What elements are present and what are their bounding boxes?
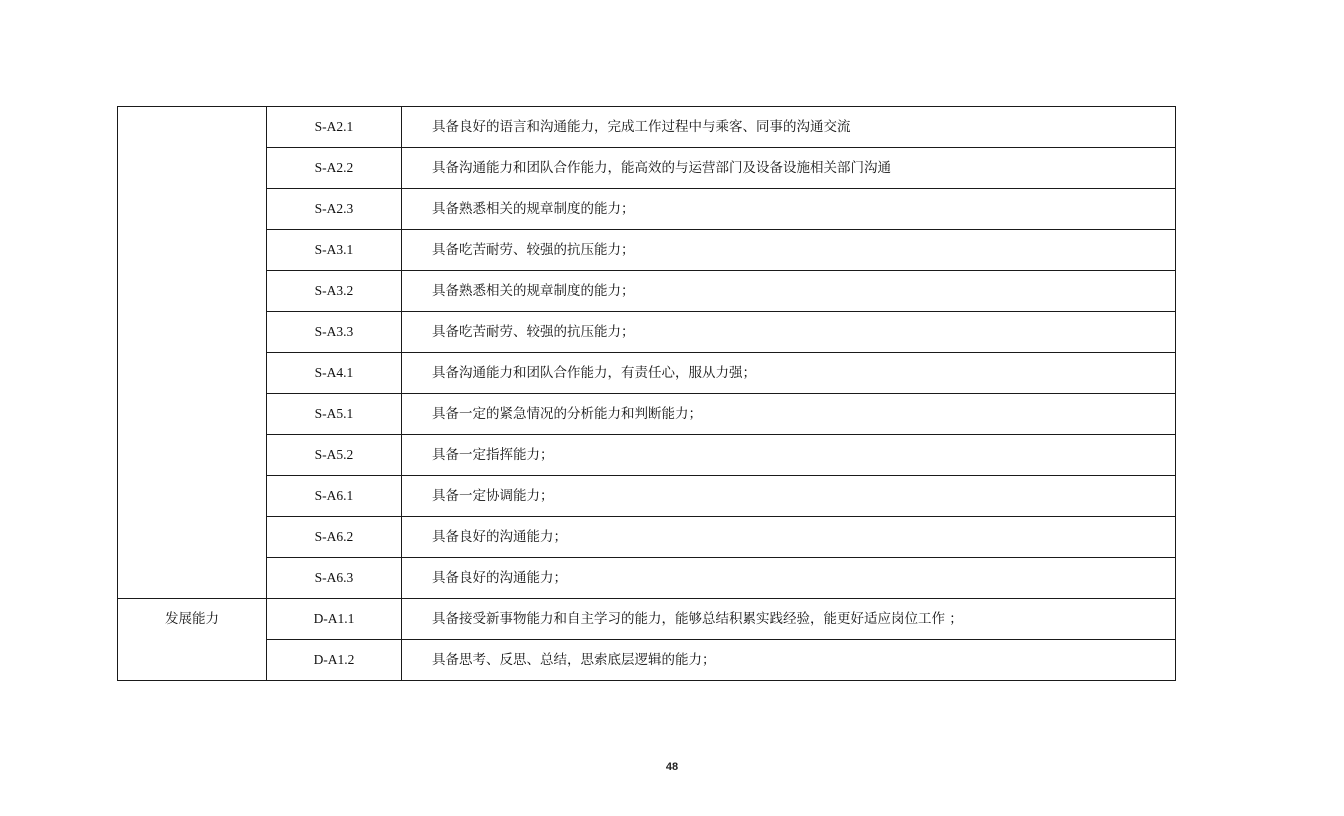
table-row: [118, 107, 1176, 148]
category-cell: 发展能力: [118, 599, 267, 681]
code-cell: S-A5.2: [267, 435, 402, 476]
table-row: [118, 558, 1176, 599]
category-cell: [118, 107, 267, 599]
description-cell: 具备吃苦耐劳、较强的抗压能力；: [402, 312, 1176, 353]
description-cell: 具备良好的沟通能力；: [402, 517, 1176, 558]
table-row: [118, 148, 1176, 189]
page-number: 48: [665, 761, 679, 773]
table-row: [118, 312, 1176, 353]
code-cell: D-A1.2: [267, 640, 402, 681]
description-cell: 具备良好的沟通能力；: [402, 558, 1176, 599]
code-cell: D-A1.1: [267, 599, 402, 640]
code-cell: S-A5.1: [267, 394, 402, 435]
description-cell: 具备一定的紧急情况的分析能力和判断能力；: [402, 394, 1176, 435]
table-row: [118, 271, 1176, 312]
code-cell: S-A2.2: [267, 148, 402, 189]
table-row: [118, 517, 1176, 558]
description-cell: 具备熟悉相关的规章制度的能力；: [402, 271, 1176, 312]
table-row: [118, 189, 1176, 230]
code-cell: S-A2.1: [267, 107, 402, 148]
code-cell: S-A6.2: [267, 517, 402, 558]
table-row: [118, 394, 1176, 435]
description-cell: 具备熟悉相关的规章制度的能力；: [402, 189, 1176, 230]
description-cell: 具备接受新事物能力和自主学习的能力，能够总结积累实践经验，能更好适应岗位工作 ；: [402, 599, 1176, 640]
code-cell: S-A3.3: [267, 312, 402, 353]
description-cell: 具备沟通能力和团队合作能力，有责任心，服从力强；: [402, 353, 1176, 394]
code-cell: S-A3.2: [267, 271, 402, 312]
description-cell: 具备沟通能力和团队合作能力，能高效的与运营部门及设备设施相关部门沟通: [402, 148, 1176, 189]
description-cell: 具备一定指挥能力；: [402, 435, 1176, 476]
code-cell: S-A3.1: [267, 230, 402, 271]
table-row: [118, 353, 1176, 394]
table-row: [118, 599, 1176, 640]
code-cell: S-A4.1: [267, 353, 402, 394]
description-cell: 具备良好的语言和沟通能力，完成工作过程中与乘客、同事的沟通交流: [402, 107, 1176, 148]
code-cell: S-A6.3: [267, 558, 402, 599]
ability-table: [117, 106, 1176, 681]
description-cell: 具备思考、反思、总结，思索底层逻辑的能力；: [402, 640, 1176, 681]
description-cell: 具备吃苦耐劳、较强的抗压能力；: [402, 230, 1176, 271]
table-row: [118, 640, 1176, 681]
code-cell: S-A2.3: [267, 189, 402, 230]
description-cell: 具备一定协调能力；: [402, 476, 1176, 517]
table-row: [118, 476, 1176, 517]
table-row: [118, 230, 1176, 271]
table-row: [118, 435, 1176, 476]
code-cell: S-A6.1: [267, 476, 402, 517]
